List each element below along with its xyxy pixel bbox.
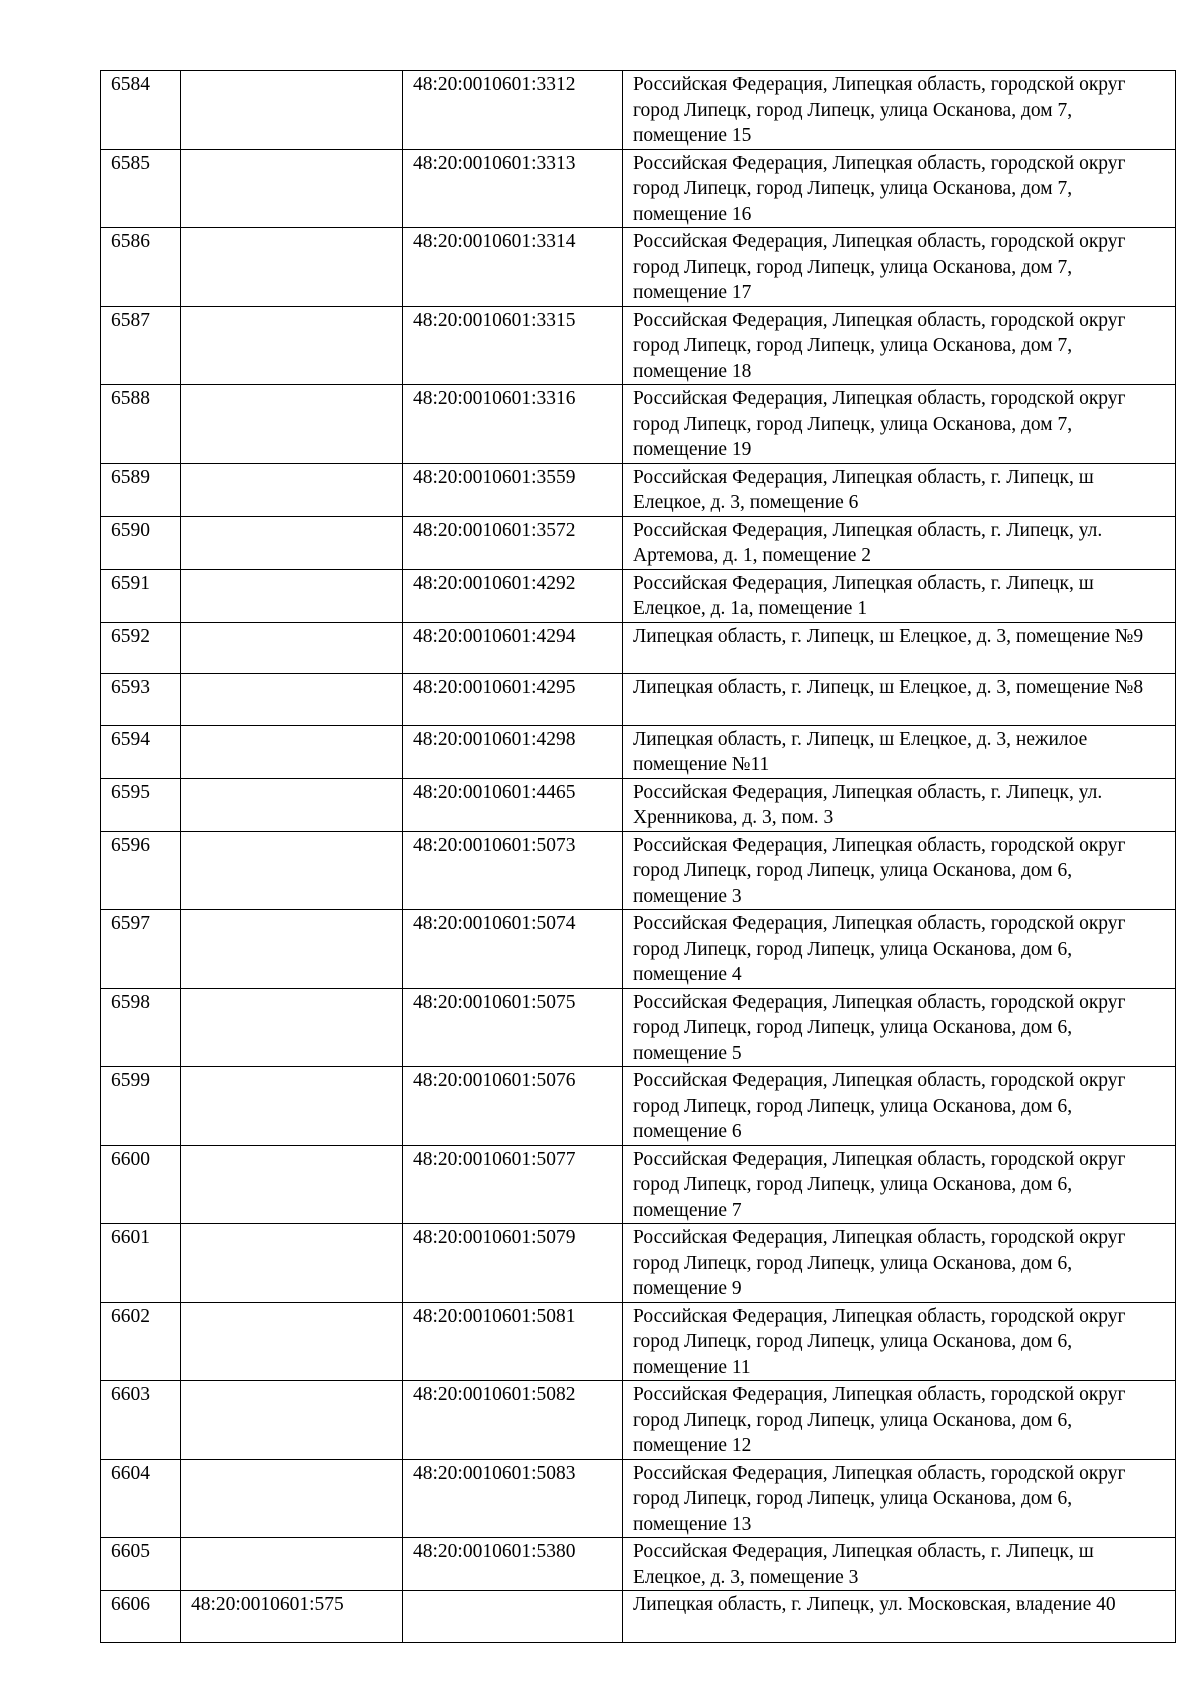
table-row — [101, 1224, 1176, 1303]
table-row — [101, 1302, 1176, 1381]
row-number: 6598 — [101, 988, 181, 1067]
land-cadastral-number — [181, 228, 403, 307]
table-row — [101, 725, 1176, 778]
address: Российская Федерация, Липецкая область, г. Липецк, ул. Хренникова, д. 3, пом. 3 — [623, 778, 1176, 831]
cadastral-number: 48:20:0010601:5076 — [403, 1067, 623, 1146]
address: Российская Федерация, Липецкая область, г. Липецк, ул. Артемова, д. 1, помещение 2 — [623, 516, 1176, 569]
address: Российская Федерация, Липецкая область, городской округ город Липецк, город Липецк, улица Осканова, дом 6, помещение 5 — [623, 988, 1176, 1067]
table-row — [101, 569, 1176, 622]
cadastral-number: 48:20:0010601:5079 — [403, 1224, 623, 1303]
row-number: 6589 — [101, 463, 181, 516]
land-cadastral-number — [181, 622, 403, 674]
address: Российская Федерация, Липецкая область, городской округ город Липецк, город Липецк, улица Осканова, дом 6, помещение 9 — [623, 1224, 1176, 1303]
cadastral-number: 48:20:0010601:4295 — [403, 674, 623, 726]
address: Российская Федерация, Липецкая область, городской округ город Липецк, город Липецк, улица Осканова, дом 7, помещение 18 — [623, 306, 1176, 385]
land-cadastral-number — [181, 831, 403, 910]
row-number: 6600 — [101, 1145, 181, 1224]
address: Российская Федерация, Липецкая область, городской округ город Липецк, город Липецк, улица Осканова, дом 7, помещение 16 — [623, 149, 1176, 228]
land-cadastral-number — [181, 674, 403, 726]
address: Липецкая область, г. Липецк, ш Елецкое, д. 3, помещение №8 — [623, 674, 1176, 726]
land-cadastral-number — [181, 778, 403, 831]
land-cadastral-number — [181, 463, 403, 516]
row-number: 6587 — [101, 306, 181, 385]
row-number: 6595 — [101, 778, 181, 831]
land-cadastral-number — [181, 149, 403, 228]
row-number: 6604 — [101, 1459, 181, 1538]
row-number: 6594 — [101, 725, 181, 778]
cadastral-number: 48:20:0010601:5077 — [403, 1145, 623, 1224]
cadastral-number: 48:20:0010601:3572 — [403, 516, 623, 569]
row-number: 6588 — [101, 385, 181, 464]
cadastral-number: 48:20:0010601:5082 — [403, 1381, 623, 1460]
land-cadastral-number — [181, 1459, 403, 1538]
land-cadastral-number — [181, 1381, 403, 1460]
cadastral-number: 48:20:0010601:4298 — [403, 725, 623, 778]
row-number: 6592 — [101, 622, 181, 674]
land-cadastral-number — [181, 569, 403, 622]
address: Липецкая область, г. Липецк, ш Елецкое, д. 3, нежилое помещение №11 — [623, 725, 1176, 778]
cadastral-number: 48:20:0010601:5380 — [403, 1538, 623, 1591]
address: Российская Федерация, Липецкая область, городской округ город Липецк, город Липецк, улица Осканова, дом 6, помещение 12 — [623, 1381, 1176, 1460]
cadastral-number: 48:20:0010601:5073 — [403, 831, 623, 910]
row-number: 6593 — [101, 674, 181, 726]
cadastral-number: 48:20:0010601:4292 — [403, 569, 623, 622]
land-cadastral-number — [181, 725, 403, 778]
table-row — [101, 778, 1176, 831]
table-row — [101, 385, 1176, 464]
cadastral-number: 48:20:0010601:3313 — [403, 149, 623, 228]
table-row — [101, 516, 1176, 569]
address: Липецкая область, г. Липецк, ул. Московская, владение 40 — [623, 1591, 1176, 1643]
table-row — [101, 463, 1176, 516]
land-cadastral-number — [181, 516, 403, 569]
table-row — [101, 1145, 1176, 1224]
land-cadastral-number — [181, 1224, 403, 1303]
cadastral-number: 48:20:0010601:5083 — [403, 1459, 623, 1538]
address: Российская Федерация, Липецкая область, городской округ город Липецк, город Липецк, улица Осканова, дом 6, помещение 4 — [623, 910, 1176, 989]
address: Российская Федерация, Липецкая область, городской округ город Липецк, город Липецк, улица Осканова, дом 6, помещение 13 — [623, 1459, 1176, 1538]
address: Российская Федерация, Липецкая область, городской округ город Липецк, город Липецк, улица Осканова, дом 6, помещение 11 — [623, 1302, 1176, 1381]
registry-table-body — [101, 71, 1176, 1643]
row-number: 6590 — [101, 516, 181, 569]
table-row — [101, 71, 1176, 150]
document-page — [100, 70, 1175, 1643]
cadastral-number: 48:20:0010601:3559 — [403, 463, 623, 516]
address: Российская Федерация, Липецкая область, г. Липецк, ш Елецкое, д. 3, помещение 3 — [623, 1538, 1176, 1591]
table-row — [101, 228, 1176, 307]
row-number: 6591 — [101, 569, 181, 622]
table-row — [101, 149, 1176, 228]
row-number: 6606 — [101, 1591, 181, 1643]
address: Российская Федерация, Липецкая область, городской округ город Липецк, город Липецк, улица Осканова, дом 6, помещение 7 — [623, 1145, 1176, 1224]
cadastral-number — [403, 1591, 623, 1643]
cadastral-number: 48:20:0010601:4465 — [403, 778, 623, 831]
land-cadastral-number — [181, 988, 403, 1067]
land-cadastral-number — [181, 1067, 403, 1146]
property-registry-table — [100, 70, 1176, 1643]
address: Российская Федерация, Липецкая область, городской округ город Липецк, город Липецк, улица Осканова, дом 6, помещение 3 — [623, 831, 1176, 910]
land-cadastral-number — [181, 1145, 403, 1224]
table-row — [101, 306, 1176, 385]
table-row — [101, 622, 1176, 674]
cadastral-number: 48:20:0010601:5074 — [403, 910, 623, 989]
land-cadastral-number — [181, 1538, 403, 1591]
land-cadastral-number — [181, 1302, 403, 1381]
cadastral-number: 48:20:0010601:5081 — [403, 1302, 623, 1381]
address: Российская Федерация, Липецкая область, городской округ город Липецк, город Липецк, улица Осканова, дом 6, помещение 6 — [623, 1067, 1176, 1146]
table-row — [101, 988, 1176, 1067]
address: Российская Федерация, Липецкая область, городской округ город Липецк, город Липецк, улица Осканова, дом 7, помещение 19 — [623, 385, 1176, 464]
table-row — [101, 1067, 1176, 1146]
row-number: 6596 — [101, 831, 181, 910]
address: Российская Федерация, Липецкая область, г. Липецк, ш Елецкое, д. 1а, помещение 1 — [623, 569, 1176, 622]
table-row — [101, 1381, 1176, 1460]
cadastral-number: 48:20:0010601:3316 — [403, 385, 623, 464]
table-row — [101, 831, 1176, 910]
address: Российская Федерация, Липецкая область, городской округ город Липецк, город Липецк, улица Осканова, дом 7, помещение 15 — [623, 71, 1176, 150]
land-cadastral-number — [181, 71, 403, 150]
row-number: 6585 — [101, 149, 181, 228]
land-cadastral-number — [181, 385, 403, 464]
cadastral-number: 48:20:0010601:5075 — [403, 988, 623, 1067]
row-number: 6603 — [101, 1381, 181, 1460]
address: Липецкая область, г. Липецк, ш Елецкое, д. 3, помещение №9 — [623, 622, 1176, 674]
cadastral-number: 48:20:0010601:3315 — [403, 306, 623, 385]
cadastral-number: 48:20:0010601:4294 — [403, 622, 623, 674]
table-row — [101, 910, 1176, 989]
table-row — [101, 1459, 1176, 1538]
row-number: 6597 — [101, 910, 181, 989]
land-cadastral-number — [181, 910, 403, 989]
row-number: 6602 — [101, 1302, 181, 1381]
row-number: 6584 — [101, 71, 181, 150]
land-cadastral-number — [181, 306, 403, 385]
row-number: 6586 — [101, 228, 181, 307]
address: Российская Федерация, Липецкая область, городской округ город Липецк, город Липецк, улица Осканова, дом 7, помещение 17 — [623, 228, 1176, 307]
cadastral-number: 48:20:0010601:3312 — [403, 71, 623, 150]
address: Российская Федерация, Липецкая область, г. Липецк, ш Елецкое, д. 3, помещение 6 — [623, 463, 1176, 516]
row-number: 6599 — [101, 1067, 181, 1146]
row-number: 6601 — [101, 1224, 181, 1303]
row-number: 6605 — [101, 1538, 181, 1591]
cadastral-number: 48:20:0010601:3314 — [403, 228, 623, 307]
table-row — [101, 674, 1176, 726]
table-row — [101, 1591, 1176, 1643]
land-cadastral-number: 48:20:0010601:575 — [181, 1591, 403, 1643]
table-row — [101, 1538, 1176, 1591]
